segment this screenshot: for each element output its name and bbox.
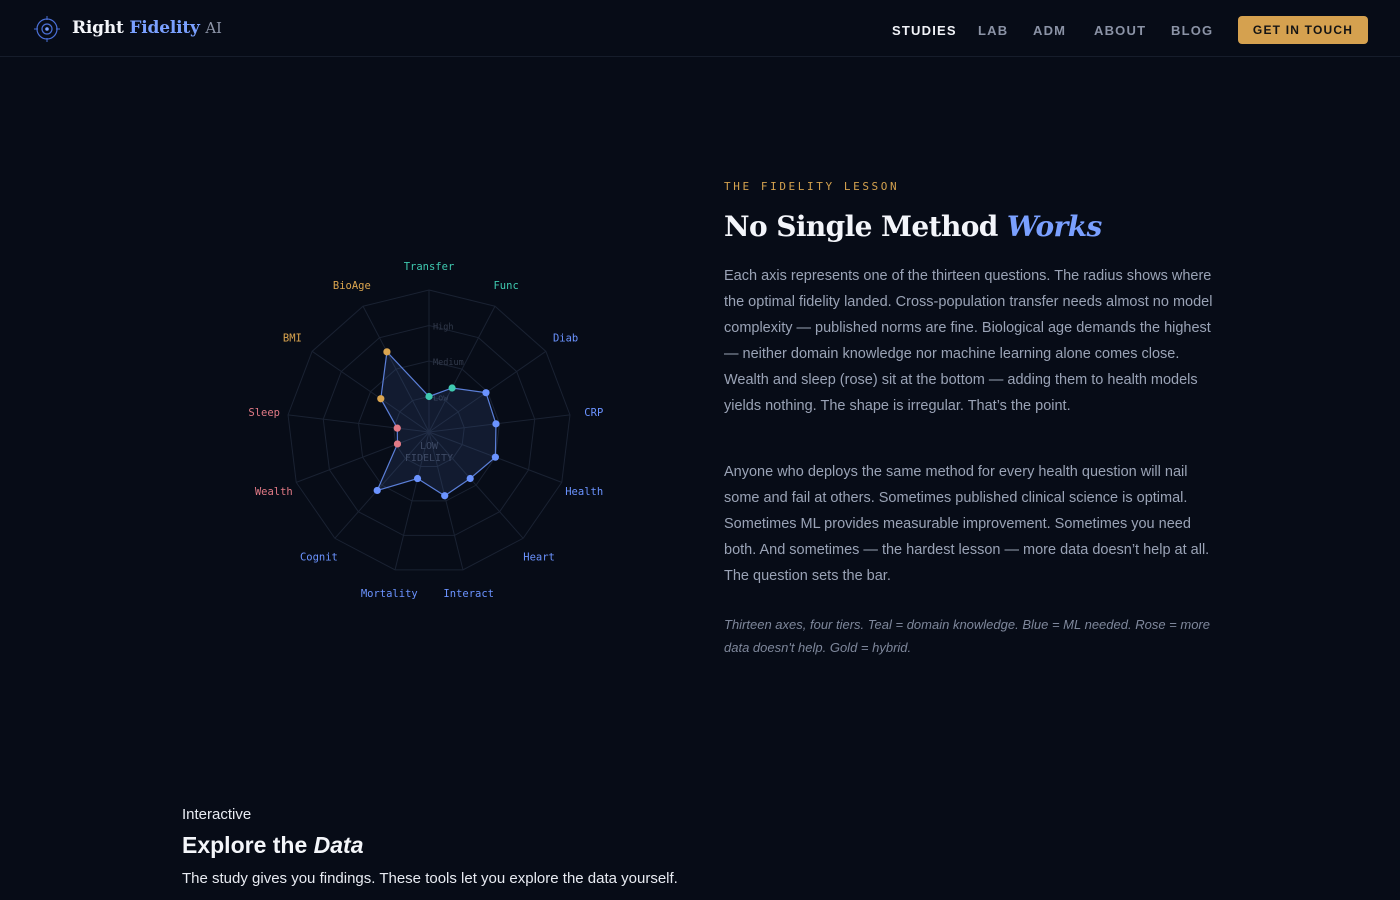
radar-point-mortality[interactable]: [414, 475, 421, 482]
lesson-legend-note: Thirteen axes, four tiers. Teal = domain knowledge. Blue = ML needed. Rose = more data doesn't help. Gold = hybrid.: [724, 617, 1210, 655]
lesson-paragraph-2: Anyone who deploys the same method for every health question will nail some and fail at others. Sometimes published clinical science is optimal. Sometimes ML provides measurable improvement. Sometimes you need both. And sometimes — the hardest lesson — more data doesn’t help at all. The question sets the bar.: [724, 464, 1210, 584]
brand-part-ai: AI: [205, 19, 222, 37]
radar-point-crp[interactable]: [492, 420, 499, 427]
radar-fidelity-shape: [377, 352, 496, 496]
radar-point-wealth[interactable]: [394, 440, 401, 447]
explore-kicker: Interactive: [182, 806, 252, 823]
brand-part-fidelity: Fidelity: [129, 18, 200, 38]
radar-axis-label-sleep: Sleep: [248, 406, 281, 419]
nav-link-blog[interactable]: BLOG: [1171, 23, 1214, 38]
lesson-paragraph-1: Each axis represents one of the thirteen questions. The radius shows where the optimal fidelity landed. Cross-population transfer needs almost no model complexity — published norms are fine. Biological age demands the highest — neither domain knowledge nor machine learning alone comes close. Wealth and sleep (rose) sit at the bottom — adding them to health models yields nothing. The shape is irregular. That’s the point.: [724, 268, 1213, 414]
nav-link-about[interactable]: ABOUT: [1094, 23, 1147, 38]
radar-axis-label-mortality: Mortality: [360, 588, 418, 601]
top-nav: [0, 0, 1400, 57]
lesson-headline: [724, 210, 1102, 243]
radar-axis-label-diab: Diab: [552, 332, 579, 345]
explore-title-main: Explore the: [182, 832, 314, 858]
brand-wordmark[interactable]: [72, 18, 222, 38]
radar-ring-label: Medium: [433, 358, 464, 368]
fidelity-radar-chart: [240, 255, 620, 615]
explore-subtitle: The study gives you findings. These tools let you explore the data yourself.: [182, 870, 678, 887]
explore-title-emphasis: Data: [313, 832, 364, 858]
radar-axis-label-cognit: Cognit: [299, 551, 338, 564]
nav-link-lab[interactable]: LAB: [978, 23, 1009, 38]
get-in-touch-button[interactable]: GET IN TOUCH: [1238, 16, 1368, 44]
radar-point-diab[interactable]: [482, 389, 489, 396]
brand-part-right: Right: [72, 18, 124, 38]
radar-point-transfer[interactable]: [425, 393, 432, 400]
headline-main: No Single Method: [724, 210, 1007, 243]
lesson-eyebrow: THE FIDELITY LESSON: [724, 180, 900, 193]
radar-axis-label-heart: Heart: [523, 551, 555, 564]
logo-target-icon[interactable]: [34, 16, 60, 42]
radar-point-bmi[interactable]: [377, 395, 384, 402]
radar-point-bioage[interactable]: [383, 348, 390, 355]
radar-ring-label: High: [433, 322, 454, 333]
radar-axis-label-health: Health: [565, 485, 604, 498]
nav-link-adm[interactable]: ADM: [1033, 23, 1067, 38]
radar-axis-label-interact: Interact: [443, 588, 495, 601]
nav-link-studies[interactable]: STUDIES: [892, 23, 957, 38]
radar-axis-label-func: Func: [493, 280, 519, 293]
radar-point-sleep[interactable]: [394, 425, 401, 432]
radar-axis-label-bioage: BioAge: [332, 280, 371, 293]
radar-point-interact[interactable]: [441, 492, 448, 499]
radar-point-health[interactable]: [492, 454, 499, 461]
radar-axis-label-bmi: BMI: [282, 332, 302, 345]
radar-axis-label-wealth: Wealth: [254, 485, 293, 498]
headline-emphasis: Works: [1006, 210, 1102, 243]
radar-axis-label-transfer: Transfer: [403, 261, 455, 273]
radar-point-heart[interactable]: [467, 475, 474, 482]
radar-point-cognit[interactable]: [374, 487, 381, 494]
radar-point-func[interactable]: [448, 384, 455, 391]
radar-axis-label-crp: CRP: [584, 406, 604, 419]
explore-title: [182, 832, 364, 859]
